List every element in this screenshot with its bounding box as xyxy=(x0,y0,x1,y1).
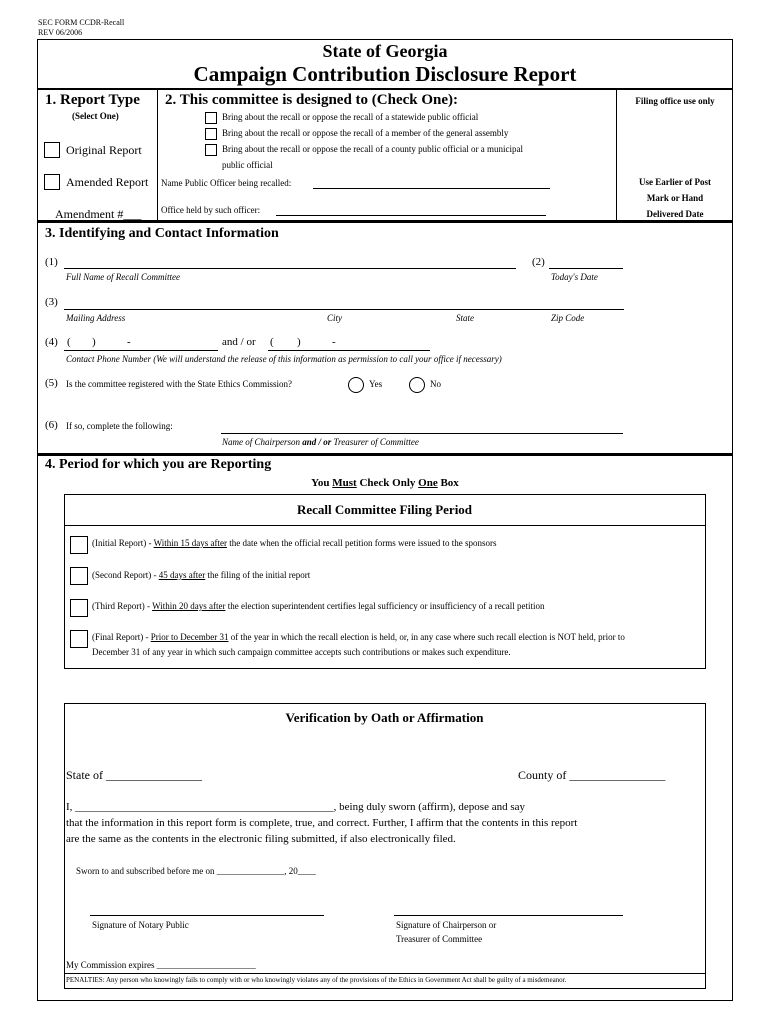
chair-signature-label1: Signature of Chairperson or xyxy=(396,920,497,930)
third-report-c: the election superintendent certifies legal sufficiency or insufficiency of a recall petition xyxy=(225,601,545,611)
state-title: State of Georgia xyxy=(322,41,448,61)
field-5-number: (5) xyxy=(45,377,58,389)
mailing-address-label: Mailing Address xyxy=(66,313,126,323)
section3-title: 3. Identifying and Contact Information xyxy=(45,226,279,241)
county-municipal-label-cont: public official xyxy=(222,160,273,170)
registered-question: Is the committee registered with the State Ethics Commission? xyxy=(66,379,292,389)
chair-signature-label2: Treasurer of Committee xyxy=(396,934,483,944)
chairperson-input[interactable] xyxy=(221,433,623,434)
third-report-a: (Third Report) - xyxy=(92,601,153,611)
section2-title: 2. This committee is designed to (Check One): xyxy=(165,92,459,108)
filing-period-title-divider xyxy=(64,525,705,526)
instruction-must: Must xyxy=(332,477,357,489)
if-so-label: If so, complete the following: xyxy=(66,421,173,431)
second-report-a: (Second Report) - xyxy=(92,570,159,580)
second-report-checkbox[interactable] xyxy=(70,567,88,585)
penalties-text: PENALTIES: Any person who knowingly fails to comply with or who knowingly violates any of the provisions of the Ethics in Government Act shall be guilty of a misdemeanor. xyxy=(66,976,567,984)
postmark-line3: Delivered Date xyxy=(646,209,704,219)
initial-report-c: the date when the official recall petition forms were issued to the sponsors xyxy=(226,538,497,548)
check-one-instruction xyxy=(37,477,733,489)
chair-signature-line[interactable] xyxy=(394,915,623,916)
officer-name-label: Name Public Officer being recalled: xyxy=(161,178,292,188)
registered-yes-label: Yes xyxy=(369,379,383,389)
field-6-number: (6) xyxy=(45,419,58,431)
city-label: City xyxy=(327,313,342,323)
committee-name-label: Full Name of Recall Committee xyxy=(66,272,180,282)
commission-expires-field[interactable]: My Commission expires ______________________ xyxy=(66,960,256,970)
field-2-number: (2) xyxy=(532,256,545,268)
phone1-area-close: ) xyxy=(92,336,96,348)
office-held-label: Office held by such officer: xyxy=(161,205,261,215)
postmark-line1: Use Earlier of Post xyxy=(638,177,712,187)
county-of-field[interactable]: County of ________________ xyxy=(518,768,666,782)
general-assembly-label: Bring about the recall or oppose the recall of a member of the general assembly xyxy=(222,128,509,138)
third-report-text xyxy=(92,601,545,611)
form-revision: REV 06/2006 xyxy=(38,28,83,37)
verification-title: Verification by Oath or Affirmation xyxy=(285,710,484,725)
phone2-dash: - xyxy=(332,336,336,348)
chairperson-label xyxy=(222,437,419,447)
initial-report-a: (Initial Report) - xyxy=(92,538,154,548)
mailing-address-input[interactable] xyxy=(64,309,624,310)
section3-divider xyxy=(38,220,732,223)
county-municipal-checkbox[interactable] xyxy=(205,144,217,156)
initial-report-checkbox[interactable] xyxy=(70,536,88,554)
committee-name-input[interactable] xyxy=(64,268,516,269)
state-label: State xyxy=(456,313,474,323)
todays-date-input[interactable] xyxy=(549,268,623,269)
notary-signature-line[interactable] xyxy=(90,915,324,916)
instruction-part-c: Check Only xyxy=(356,477,419,489)
oath-line1[interactable]: I, _______________________________________________, being duly sworn (affirm), depose and say xyxy=(66,801,525,813)
registered-no-radio[interactable] xyxy=(409,377,425,393)
phone-and-or: and / or xyxy=(222,336,256,348)
filing-office-use: Filing office use only xyxy=(635,96,715,106)
zip-label: Zip Code xyxy=(551,313,585,323)
header-divider xyxy=(38,88,732,90)
sworn-date-field[interactable]: Sworn to and subscribed before me on _______________, 20____ xyxy=(76,866,316,876)
amendment-number[interactable]: Amendment #___ xyxy=(55,207,142,221)
final-report-checkbox[interactable] xyxy=(70,630,88,648)
state-of-field[interactable]: State of ________________ xyxy=(66,768,202,782)
phone-note: Contact Phone Number (We will understand the release of this information as permission to call your office if necessary) xyxy=(66,354,502,364)
chairperson-label-b: Treasurer of Committee xyxy=(333,437,419,447)
instruction-part-e: Box xyxy=(437,477,459,489)
statewide-official-label: Bring about the recall or oppose the recall of a statewide public official xyxy=(222,112,479,122)
phone2-input[interactable] xyxy=(268,350,430,351)
form-id: SEC FORM CCDR-Recall xyxy=(38,18,125,27)
registered-no-label: No xyxy=(430,379,441,389)
second-report-text xyxy=(92,570,310,580)
section4-divider xyxy=(38,453,732,456)
notary-signature-label: Signature of Notary Public xyxy=(92,920,189,930)
county-municipal-label: Bring about the recall or oppose the recall of a county public official or a municipal xyxy=(222,144,523,154)
final-report-c: of the year in which the recall election is held, or, in any case where such recall election is NOT held, prior to xyxy=(228,632,625,642)
instruction-one: One xyxy=(418,477,438,489)
phone1-area-open: ( xyxy=(67,336,71,348)
third-report-b: Within 20 days after xyxy=(152,601,226,611)
chairperson-label-andor: and / or xyxy=(302,437,332,447)
second-report-b: 45 days after xyxy=(158,570,206,580)
verification-box xyxy=(64,703,706,989)
field-1-number: (1) xyxy=(45,256,58,268)
section1-title: 1. Report Type xyxy=(45,92,140,108)
original-report-checkbox[interactable] xyxy=(44,142,60,158)
final-report-a: (Final Report) - xyxy=(92,632,151,642)
initial-report-text xyxy=(92,538,496,548)
penalties-divider xyxy=(64,973,705,974)
chairperson-label-a: Name of Chairperson xyxy=(222,437,301,447)
amended-report-checkbox[interactable] xyxy=(44,174,60,190)
registered-yes-radio[interactable] xyxy=(348,377,364,393)
phone1-dash: - xyxy=(127,336,131,348)
amended-report-label: Amended Report xyxy=(66,175,149,189)
filing-period-box xyxy=(64,494,706,669)
original-report-label: Original Report xyxy=(66,143,142,157)
oath-line2: that the information in this report form is complete, true, and correct. Further, I affirm that the contents in this report xyxy=(66,817,578,829)
instruction-part-a: You xyxy=(311,477,333,489)
initial-report-b: Within 15 days after xyxy=(153,538,227,548)
phone2-area-close: ) xyxy=(297,336,301,348)
oath-line3: are the same as the contents in the electronic filing submitted, if also electronically filed. xyxy=(66,833,456,845)
officer-name-input[interactable] xyxy=(313,188,550,189)
statewide-official-checkbox[interactable] xyxy=(205,112,217,124)
todays-date-label: Today's Date xyxy=(551,272,598,282)
phone2-area-open: ( xyxy=(270,336,274,348)
section4-title: 4. Period for which you are Reporting xyxy=(45,457,272,472)
section1-divider xyxy=(157,89,158,220)
phone1-input[interactable] xyxy=(64,350,218,351)
postmark-line2: Mark or Hand xyxy=(646,193,704,203)
office-held-input[interactable] xyxy=(276,215,546,216)
report-title: Campaign Contribution Disclosure Report xyxy=(193,62,577,86)
select-one: (Select One) xyxy=(72,111,119,121)
final-report-text-cont: December 31 of any year in which such campaign committee accepts such contributions or makes such expenditure. xyxy=(92,647,511,657)
field-4-number: (4) xyxy=(45,336,58,348)
final-report-text xyxy=(92,632,625,642)
third-report-checkbox[interactable] xyxy=(70,599,88,617)
general-assembly-checkbox[interactable] xyxy=(205,128,217,140)
final-report-b: Prior to December 31 xyxy=(150,632,229,642)
second-report-c: the filing of the initial report xyxy=(205,570,311,580)
filing-period-title: Recall Committee Filing Period xyxy=(296,502,473,517)
field-3-number: (3) xyxy=(45,296,58,308)
